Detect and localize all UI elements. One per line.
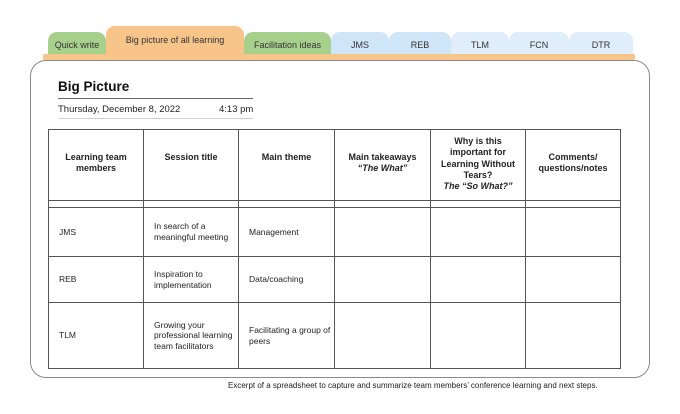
tab-reb[interactable]: REB <box>389 32 451 58</box>
cell-takeaways[interactable] <box>335 257 431 303</box>
page-title: Big Picture <box>58 79 130 94</box>
header-takeaways <box>335 130 431 201</box>
cell-comments[interactable] <box>526 303 621 369</box>
spacer-cell <box>239 201 335 208</box>
tab-fcn[interactable]: FCN <box>509 32 569 58</box>
cell-member[interactable]: REB <box>49 257 144 303</box>
cell-member[interactable]: TLM <box>49 303 144 369</box>
spacer-row <box>49 201 621 208</box>
cell-session[interactable]: Growing your professional learning team facilitators <box>144 303 239 369</box>
tab-quick-write[interactable]: Quick write <box>48 32 106 58</box>
header-why <box>431 130 526 201</box>
cell-why[interactable] <box>431 208 526 257</box>
cell-takeaways[interactable] <box>335 208 431 257</box>
tab-dtr[interactable]: DTR <box>569 32 633 58</box>
header-takeaways-label: Main takeaways <box>348 152 417 162</box>
tab-facilitation-ideas[interactable]: Facilitation ideas <box>244 32 331 58</box>
cell-theme[interactable]: Data/coaching <box>239 257 335 303</box>
header-theme: Main theme <box>239 130 335 201</box>
header-comments: Comments/ questions/notes <box>526 130 621 201</box>
date-field[interactable]: Thursday, December 8, 2022 <box>58 104 181 115</box>
cell-session[interactable]: In search of a meaningful meeting <box>144 208 239 257</box>
tab-big-picture[interactable]: Big picture of all learning <box>106 26 244 58</box>
header-why-label: Why is this important for Learning Without Tears? <box>441 136 515 180</box>
tab-jms[interactable]: JMS <box>331 32 389 58</box>
cell-why[interactable] <box>431 257 526 303</box>
tab-bar <box>0 0 680 60</box>
cell-why[interactable] <box>431 303 526 369</box>
spacer-cell <box>144 201 239 208</box>
tab-tlm[interactable]: TLM <box>451 32 509 58</box>
table-row <box>49 257 621 303</box>
header-members: Learning team members <box>49 130 144 201</box>
table-row <box>49 303 621 369</box>
figure-caption: Excerpt of a spreadsheet to capture and summarize team members’ conference learning and next steps. <box>228 381 598 390</box>
cell-comments[interactable] <box>526 257 621 303</box>
spacer-cell <box>526 201 621 208</box>
cell-theme[interactable]: Facilitating a group of peers <box>239 303 335 369</box>
header-session: Session title <box>144 130 239 201</box>
cell-member[interactable]: JMS <box>49 208 144 257</box>
spacer-cell <box>431 201 526 208</box>
cell-theme[interactable]: Management <box>239 208 335 257</box>
spacer-cell <box>335 201 431 208</box>
summary-table <box>48 129 621 369</box>
cell-takeaways[interactable] <box>335 303 431 369</box>
header-takeaways-subtitle: “The What” <box>357 163 408 174</box>
cell-comments[interactable] <box>526 208 621 257</box>
cell-session[interactable]: Inspiration to implementation <box>144 257 239 303</box>
date-divider <box>58 118 253 119</box>
spacer-cell <box>49 201 144 208</box>
table-row <box>49 208 621 257</box>
time-field[interactable]: 4:13 pm <box>219 104 254 115</box>
title-divider <box>58 98 253 99</box>
header-why-subtitle: The “So What?” <box>443 181 513 191</box>
header-row <box>49 130 621 201</box>
